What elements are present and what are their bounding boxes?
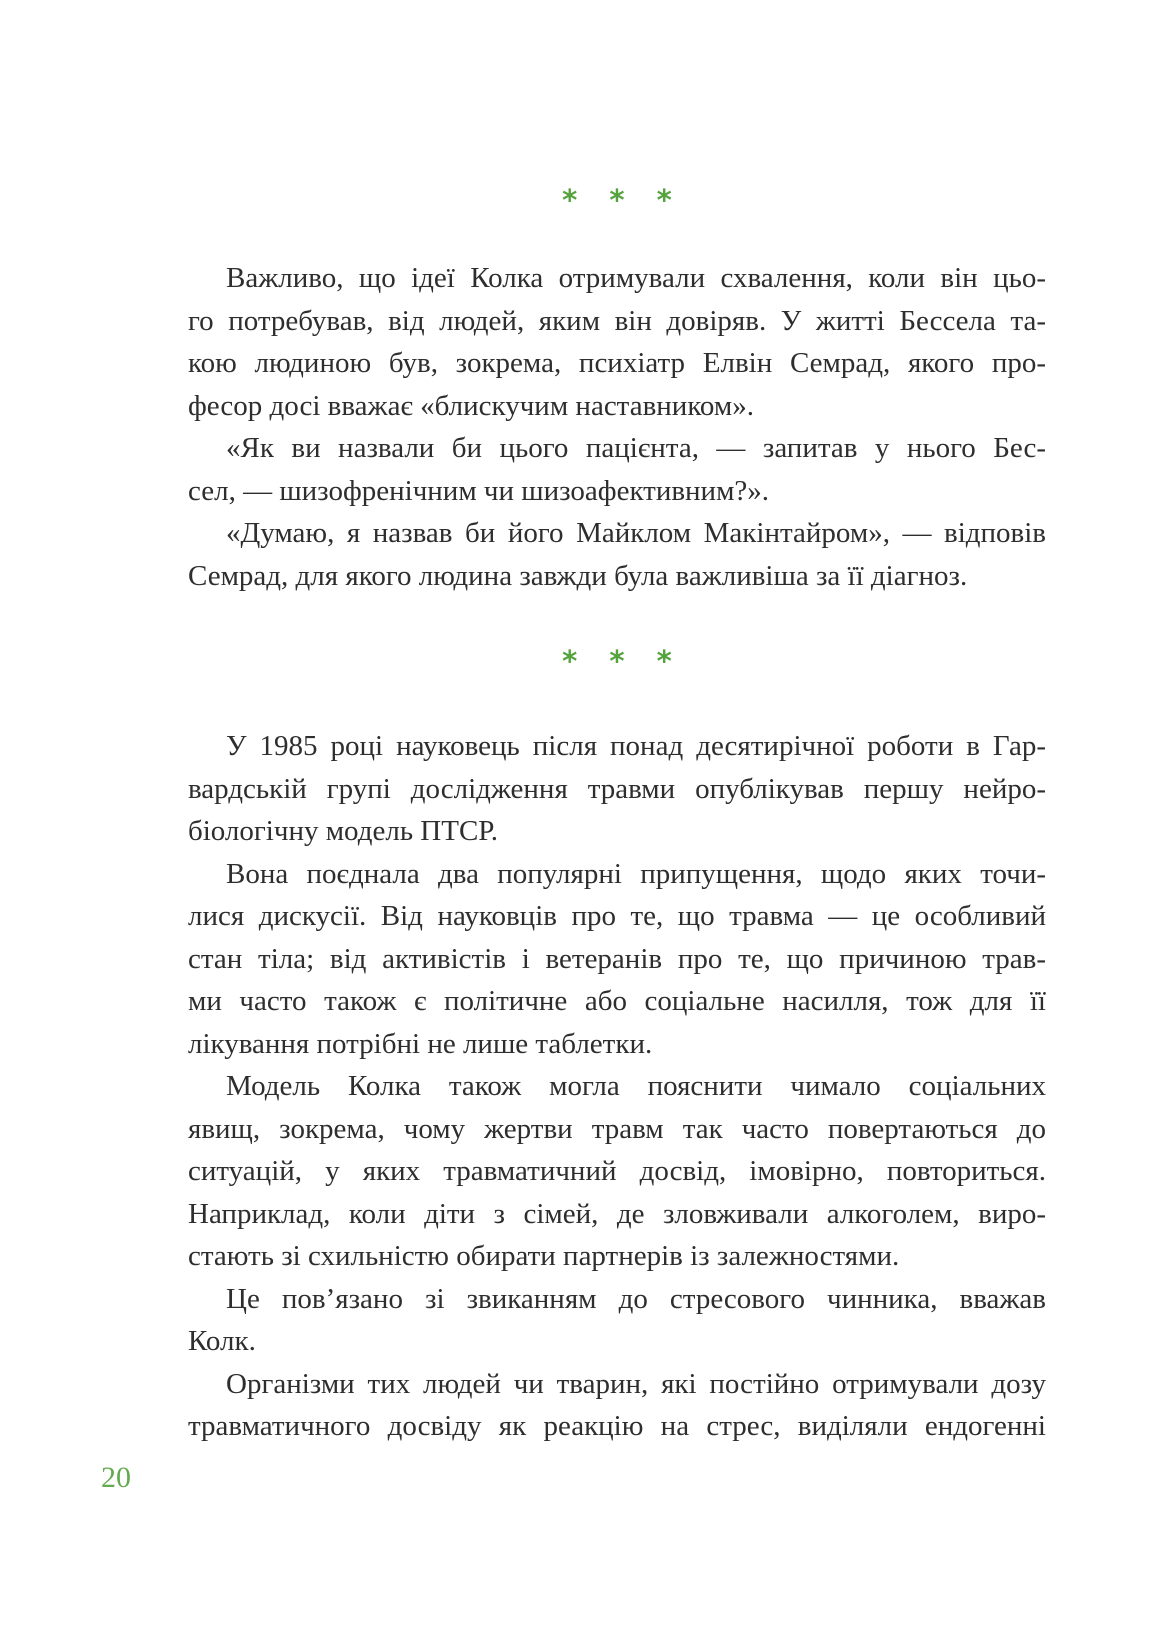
body-line: Це пов’язано зі звиканням до стресового чинника, вважав [226,1282,1046,1315]
body-line: лися дискусії. Від науковців про те, що травма — це особливий [188,900,1046,932]
body-line: го потребував, від людей, яким він довіряв. У житті Бессела та- [188,304,1046,337]
body-line: У 1985 році науковець після понад десятирічної роботи в Гар- [226,730,1046,762]
body-line: Організми тих людей чи тварин, які постійно отримували дозу [226,1367,1046,1400]
body-line: стан тіла; від активістів і ветеранів про те, що причиною трав- [188,942,1046,975]
body-line: «Думаю, я назвав би його Майклом Макінтайром», — відповів [226,517,1046,549]
body-line: Семрад, для якого людина завжди була важливіша за її діагноз. [188,559,968,592]
body-line: травматичного досвіду як реакцію на стрес, виділяли ендогенні [188,1410,1046,1442]
body-line: біологічну модель ПТСР. [188,815,499,847]
body-line: ситуацій, у яких травматичний досвід, імовірно, повториться. [188,1155,1046,1187]
body-line: лікування потрібні не лише таблетки. [188,1027,653,1060]
body-line: Вона поєднала два популярні припущення, щодо яких точи- [226,857,1046,890]
body-line: стають зі схильністю обирати партнерів із залежностями. [188,1240,900,1272]
section-divider-icon: * * * [562,183,683,217]
body-line: ми часто також є політичне або соціальне насилля, тож для її [188,985,1046,1017]
body-line: явищ, зокрема, чому жертви травм так часто повертаються до [188,1112,1046,1145]
body-text-block [188,257,1046,1448]
body-line: вардській групі дослідження травми опублікував першу нейро- [188,772,1046,805]
body-line: Модель Колка також могла пояснити чимало соціальних [226,1070,1046,1102]
section-divider-icon: * * * [562,644,683,678]
body-line: Колк. [188,1325,256,1357]
body-line: кою людиною був, зокрема, психіатр Елвін Семрад, якого про- [188,347,1046,379]
body-line: фесор досі вважає «блискучим наставником». [188,389,754,422]
body-line: Наприклад, коли діти з сімей, де зловживали алкоголем, виро- [188,1197,1046,1230]
body-line: Важливо, що ідеї Колка отримували схвалення, коли він цьо- [226,262,1046,294]
body-line: сел, — шизофренічним чи шизоафективним?». [188,474,770,507]
page-number: 20 [101,1461,131,1494]
body-line: «Як ви назвали би цього пацієнта, — запитав у нього Бес- [226,432,1046,464]
